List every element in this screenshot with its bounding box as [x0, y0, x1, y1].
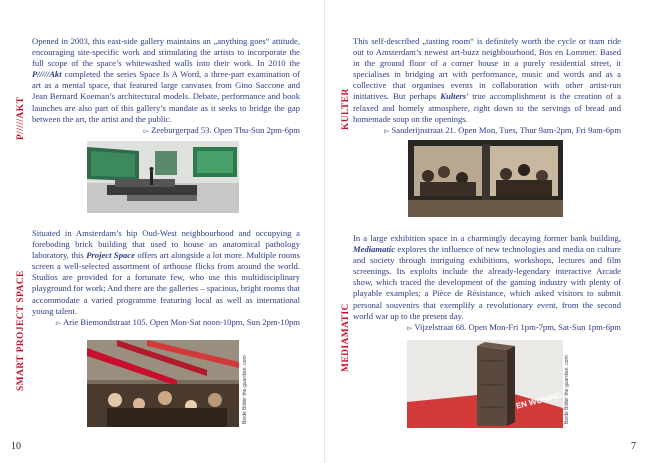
entry-name: Mediamatic	[353, 244, 396, 255]
photo-kulter-window	[408, 140, 563, 217]
entry-smart	[32, 228, 300, 329]
page-number-right: 7	[631, 441, 636, 452]
entry-name: P/////Akt	[32, 69, 62, 80]
entry-address: ▻ Arie Biemondstraat 105. Open Mon-Sat noon-10pm, Sun 2pm-10pm	[55, 316, 300, 327]
triangle-icon: ▻	[383, 126, 390, 135]
image-sign-text: EN WONING	[515, 390, 563, 411]
entry-text-b: completed the series Space Is A Word, a three-part examination of art as a mental space, that featured large canvases from Gino Saccone and Jean Bernard Koeman’s architectural models. Debate, performance and book launches are also part of this gallery’s mandate as it seeks to bridge the gap between the art, the artist and the public.	[32, 69, 300, 124]
photo-smart-project-space	[87, 340, 239, 427]
section-label-kulter: KULTER	[341, 88, 351, 130]
entry-text-b: ’ true accomplishment is the creation of a relaxed and homely atmosphere, right down to the servings of bread and homemade soup on the openings.	[353, 91, 621, 124]
entry-text-b: offers art alongside a lot more. Multiple rooms screen a well-selected assortment of arthouse flicks from around the world. Studios are provided for a fortunate few, who use this multidisciplinary playground for work; And there are the galleries – spacious, bright rooms that accommodate a varied programme featuring local as well as international young talent.	[32, 250, 300, 316]
triangle-icon: ▻	[55, 318, 62, 327]
photo-mediamatic-brick	[407, 340, 563, 428]
page-number-left: 10	[11, 441, 21, 452]
right-page	[325, 0, 650, 463]
triangle-icon: ▻	[143, 126, 149, 135]
entry-text-a: Opened in 2003, this east-side gallery maintains an „anything goes“ attitude, encouraging site-specific work and stimulating the artists to incorporate the full scope of the space’s whitewashed walls into their work. In 2010 the	[32, 36, 300, 69]
entry-name: Project Space	[86, 250, 135, 261]
entry-kulter	[353, 36, 621, 137]
entry-text-b: explores the influence of new technologies and media on culture and society through intriguing exhibitions, workshops, lectures and film screenings. Its exploits include the already-legendary interactive Arcade show, which traced the development of the gaming industry with plenty of playable examples; a Pièce de Résistance, which asked visitors to submit personal souvenirs that exemplify a revolutionary event, from the second world war up to the present day.	[353, 244, 621, 321]
section-label-mediamatic: MEDIAMATIC	[341, 303, 351, 372]
photo-pakt-gallery	[87, 141, 239, 213]
triangle-icon: ▻	[406, 323, 413, 332]
entry-text-a: Situated in Amsterdam’s hip Oud-West neighbourhood and occupying a foreboding brick building that used to house an anatomical pathology laboratory, this	[32, 228, 300, 261]
section-label-smart: SMART PROJECT SPACE	[16, 270, 26, 391]
section-label-pakt: P/////AKT	[16, 96, 26, 140]
entry-name: Kulters	[440, 91, 467, 102]
image-credit-smart: Beide Bilder the-guardian .com	[242, 355, 248, 424]
entry-address: ▻ Vijzelstraat 68. Open Mon-Fri 1pm-7pm, Sat-Sun 1pm-6pm	[406, 321, 621, 332]
entry-text-a: This self-described „tasting room“ is definitely worth the cycle or tram ride out to Amsterdam’s newest art-buzz neighbourhood, Bos en Lommer. Based in the ground floor of a corner house in a purely residential street, it specialises in bridging art with performance, music and words and as a collective that organises events in collaboration with other artist-run initiatives. But perhaps	[353, 36, 621, 102]
entry-address: ▻ Sanderijnstraat 21. Open Mon, Tues, Thur 9am-2pm, Fri 9am-6pm	[383, 124, 621, 135]
image-credit-mediamatic: Beide Bilder the-guardian .com	[564, 355, 570, 424]
entry-text-a: In a large exhibition space in a charmingly decaying former bank building,	[353, 233, 621, 243]
entry-mediamatic	[353, 233, 621, 334]
entry-pakt	[32, 36, 300, 137]
entry-address: ▻ Zeeburgerpad 53. Open Thu-Sun 2pm-6pm	[143, 124, 300, 135]
